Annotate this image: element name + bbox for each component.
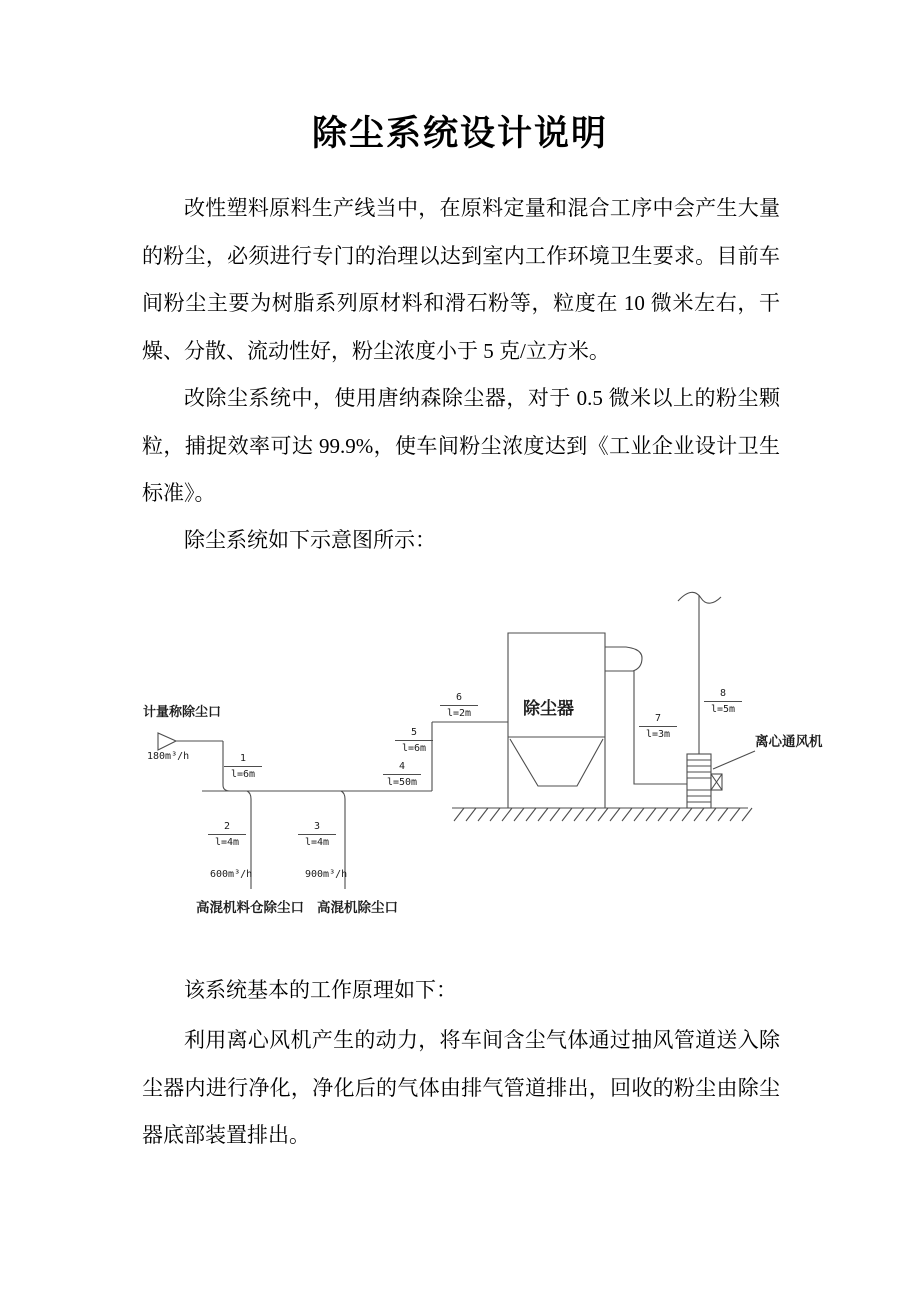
mixer-silo-port-label: 高混机料仓除尘口	[196, 900, 304, 915]
segment-number: 1	[224, 753, 262, 767]
text-line: 燥、分散、流动性好，粉尘浓度小于 5 克/立方米。	[142, 338, 610, 363]
fan-body	[687, 754, 711, 808]
inlet-funnel-icon	[158, 733, 176, 750]
segment-length: l=5m	[710, 704, 736, 715]
segment-callout-4	[383, 761, 421, 788]
text-line: 粒，捕捉效率可达 99.9%，使车间粉尘浓度达到《工业企业设计卫生	[142, 433, 780, 458]
segment-length: l=4m	[304, 837, 330, 848]
segment-callout-7	[639, 713, 677, 740]
segment-number: 3	[298, 821, 336, 835]
segment-length: l=3m	[645, 729, 671, 740]
text-line: 该系统基本的工作原理如下：	[184, 978, 457, 1002]
mixer-port-label: 高混机除尘口	[317, 900, 398, 915]
fan-motor-x-icon	[711, 774, 722, 790]
collector-hopper	[510, 739, 603, 786]
collector-body	[508, 633, 605, 808]
branch3-flow-value: 900m³/h	[305, 869, 348, 880]
text-line: 除尘系统如下示意图所示：	[184, 528, 436, 552]
text-line: 的粉尘，必须进行专门的治理以达到室内工作环境卫生要求。目前车	[142, 243, 780, 268]
inlet-pipe-1	[176, 741, 230, 791]
segment-number: 4	[383, 761, 421, 775]
collector-outlet-nozzle	[605, 647, 642, 671]
segment-length: l=4m	[214, 837, 240, 848]
segment-callout-5	[395, 727, 433, 754]
dust-collector-label: 除尘器	[523, 699, 574, 718]
ground-hatching	[454, 808, 752, 821]
text-line: 间粉尘主要为树脂系列原材料和滑石粉等，粒度在 10 微米左右，干	[142, 291, 780, 315]
page-title: 除尘系统设计说明	[311, 114, 608, 153]
segment-callout-2	[208, 821, 246, 848]
text-line: 尘器内进行净化，净化后的气体由排气管道排出，回收的粉尘由除尘	[142, 1075, 780, 1100]
segment-length: l=6m	[230, 769, 256, 780]
segment-number: 7	[639, 713, 677, 727]
segment-callout-6	[440, 692, 478, 719]
segment-number: 2	[208, 821, 246, 835]
centrifugal-fan-label: 离心通风机	[755, 734, 823, 749]
segment-number: 8	[704, 688, 742, 702]
text-line: 改除尘系统中，使用唐纳森除尘器，对于 0.5 微米以上的粉尘颗	[184, 386, 780, 410]
branch2-flow-value: 600m³/h	[210, 869, 253, 880]
text-line: 器底部装置排出。	[142, 1123, 310, 1147]
text-line: 改性塑料原料生产线当中，在原料定量和混合工序中会产生大量	[184, 196, 780, 220]
segment-callout-1	[224, 753, 262, 780]
segment-length: l=50m	[386, 777, 418, 788]
fan-label-leader-line	[713, 751, 755, 769]
segment-length: l=2m	[446, 708, 472, 719]
segment-number: 6	[440, 692, 478, 706]
text-line: 利用离心风机产生的动力，将车间含尘气体通过抽风管道送入除	[184, 1028, 780, 1052]
inlet-port-label: 计量称除尘口	[143, 704, 222, 719]
text-line: 标准》。	[142, 481, 216, 505]
segment-number: 5	[395, 727, 433, 741]
segment-length: l=6m	[401, 743, 427, 754]
fan-hatching	[687, 760, 711, 802]
segment-callout-3	[298, 821, 336, 848]
segment-callout-8	[704, 688, 742, 715]
inlet-flow-value: 180m³/h	[147, 751, 190, 762]
